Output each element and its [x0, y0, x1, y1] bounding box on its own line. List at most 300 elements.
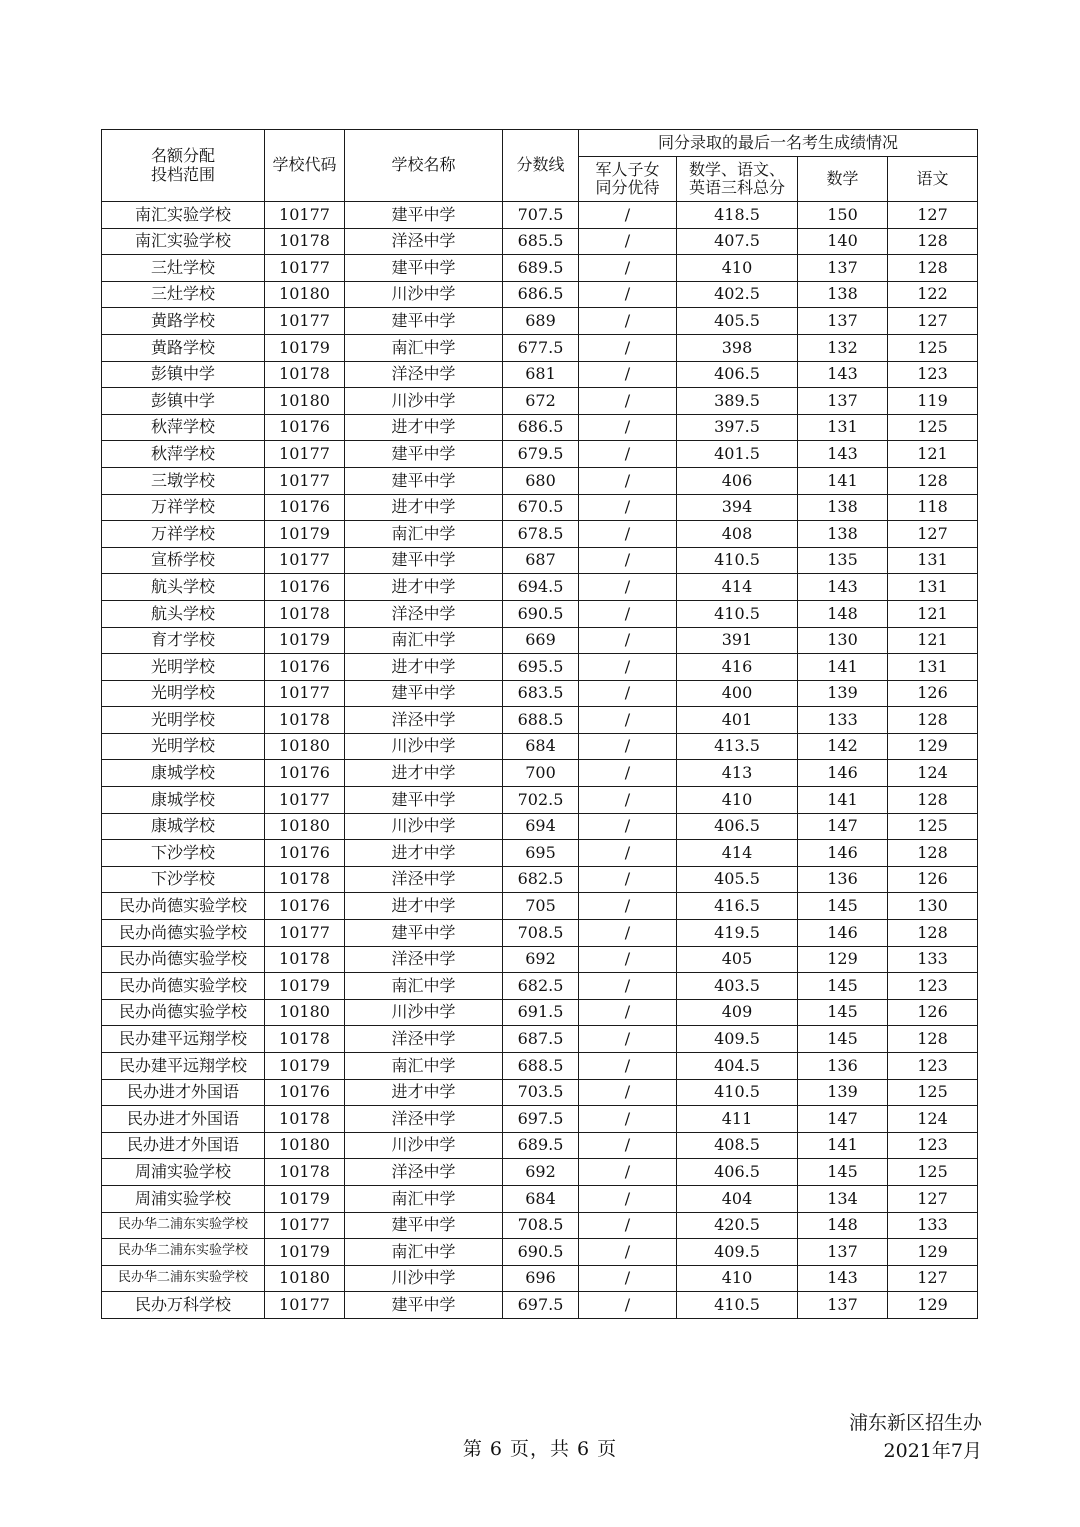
- cell-chinese: 121: [888, 600, 978, 627]
- table-row: [102, 760, 978, 787]
- cell-military-priority: /: [579, 1079, 677, 1106]
- cell-math: 136: [798, 1053, 888, 1080]
- cell-math: 146: [798, 760, 888, 787]
- table-row: [102, 574, 978, 601]
- cell-score-line: 695.5: [503, 654, 579, 681]
- cell-math: 130: [798, 627, 888, 654]
- table-row: [102, 707, 978, 734]
- cell-school-name: 进才中学: [345, 1079, 503, 1106]
- table-row: [102, 973, 978, 1000]
- table-row: [102, 281, 978, 308]
- cell-three-subject-total: 407.5: [677, 228, 798, 255]
- cell-math: 150: [798, 202, 888, 229]
- cell-school-name: 进才中学: [345, 494, 503, 521]
- cell-score-line: 680: [503, 467, 579, 494]
- table-row: [102, 680, 978, 707]
- cell-three-subject-total: 413: [677, 760, 798, 787]
- cell-score-line: 688.5: [503, 707, 579, 734]
- cell-scope: 航头学校: [102, 600, 265, 627]
- cell-math: 145: [798, 1026, 888, 1053]
- cell-score-line: 703.5: [503, 1079, 579, 1106]
- cell-chinese: 131: [888, 574, 978, 601]
- cell-chinese: 118: [888, 494, 978, 521]
- cell-three-subject-total: 408.5: [677, 1132, 798, 1159]
- cell-math: 142: [798, 733, 888, 760]
- table-row: [102, 467, 978, 494]
- cell-three-subject-total: 402.5: [677, 281, 798, 308]
- cell-military-priority: /: [579, 1106, 677, 1133]
- cell-math: 135: [798, 547, 888, 574]
- cell-three-subject-total: 410: [677, 1265, 798, 1292]
- cell-chinese: 131: [888, 654, 978, 681]
- cell-school-code: 10176: [265, 840, 345, 867]
- cell-school-name: 洋泾中学: [345, 1159, 503, 1186]
- cell-school-code: 10179: [265, 973, 345, 1000]
- cell-math: 137: [798, 255, 888, 282]
- cell-score-line: 683.5: [503, 680, 579, 707]
- table-row: [102, 228, 978, 255]
- cell-military-priority: /: [579, 999, 677, 1026]
- cell-math: 129: [798, 946, 888, 973]
- cell-chinese: 128: [888, 1026, 978, 1053]
- cell-school-name: 进才中学: [345, 574, 503, 601]
- cell-three-subject-total: 408: [677, 521, 798, 548]
- cell-chinese: 125: [888, 1079, 978, 1106]
- cell-three-subject-total: 398: [677, 334, 798, 361]
- cell-military-priority: /: [579, 228, 677, 255]
- cell-school-code: 10176: [265, 574, 345, 601]
- cell-score-line: 690.5: [503, 600, 579, 627]
- cell-math: 141: [798, 787, 888, 814]
- cell-school-name: 建平中学: [345, 1212, 503, 1239]
- cell-school-code: 10179: [265, 1053, 345, 1080]
- cell-math: 136: [798, 866, 888, 893]
- cell-scope: 民办进才外国语: [102, 1132, 265, 1159]
- cell-score-line: 695: [503, 840, 579, 867]
- cell-scope: 光明学校: [102, 733, 265, 760]
- cell-score-line: 669: [503, 627, 579, 654]
- cell-math: 143: [798, 441, 888, 468]
- cell-scope: 南汇实验学校: [102, 228, 265, 255]
- cell-scope: 南汇实验学校: [102, 202, 265, 229]
- cell-school-name: 洋泾中学: [345, 228, 503, 255]
- cell-school-code: 10177: [265, 467, 345, 494]
- cell-scope: 民办尚德实验学校: [102, 973, 265, 1000]
- table-row: [102, 361, 978, 388]
- cell-three-subject-total: 403.5: [677, 973, 798, 1000]
- cell-school-code: 10177: [265, 202, 345, 229]
- cell-chinese: 125: [888, 414, 978, 441]
- cell-three-subject-total: 414: [677, 574, 798, 601]
- cell-chinese: 128: [888, 840, 978, 867]
- cell-military-priority: /: [579, 760, 677, 787]
- cell-score-line: 694.5: [503, 574, 579, 601]
- cell-score-line: 707.5: [503, 202, 579, 229]
- cell-scope: 康城学校: [102, 787, 265, 814]
- cell-three-subject-total: 418.5: [677, 202, 798, 229]
- table-row: [102, 946, 978, 973]
- cell-three-subject-total: 405.5: [677, 866, 798, 893]
- cell-school-name: 南汇中学: [345, 334, 503, 361]
- cell-math: 139: [798, 1079, 888, 1106]
- cell-scope: 民办建平远翔学校: [102, 1053, 265, 1080]
- cell-score-line: 689: [503, 308, 579, 335]
- cell-score-line: 682.5: [503, 973, 579, 1000]
- cell-math: 131: [798, 414, 888, 441]
- cell-math: 145: [798, 973, 888, 1000]
- cell-three-subject-total: 406: [677, 467, 798, 494]
- cell-school-code: 10177: [265, 920, 345, 947]
- cell-military-priority: /: [579, 1239, 677, 1266]
- cell-military-priority: /: [579, 893, 677, 920]
- cell-school-code: 10178: [265, 1159, 345, 1186]
- cell-three-subject-total: 400: [677, 680, 798, 707]
- cell-scope: 秋萍学校: [102, 441, 265, 468]
- cell-chinese: 128: [888, 228, 978, 255]
- cell-score-line: 694: [503, 813, 579, 840]
- table-row: [102, 866, 978, 893]
- cell-school-code: 10180: [265, 999, 345, 1026]
- cell-score-line: 700: [503, 760, 579, 787]
- cell-three-subject-total: 416: [677, 654, 798, 681]
- cell-score-line: 697.5: [503, 1292, 579, 1319]
- table-row: [102, 1212, 978, 1239]
- cell-chinese: 124: [888, 1106, 978, 1133]
- cell-three-subject-total: 401: [677, 707, 798, 734]
- table-row: [102, 547, 978, 574]
- cell-chinese: 131: [888, 547, 978, 574]
- cell-school-name: 进才中学: [345, 840, 503, 867]
- table-row: [102, 654, 978, 681]
- header-school-code: 学校代码: [265, 130, 345, 202]
- cell-military-priority: /: [579, 334, 677, 361]
- cell-military-priority: /: [579, 547, 677, 574]
- cell-military-priority: /: [579, 840, 677, 867]
- cell-score-line: 678.5: [503, 521, 579, 548]
- cell-school-name: 南汇中学: [345, 1239, 503, 1266]
- issue-date: 2021年7月: [883, 1440, 982, 1462]
- cell-school-name: 南汇中学: [345, 627, 503, 654]
- cell-school-name: 建平中学: [345, 202, 503, 229]
- cell-school-code: 10178: [265, 866, 345, 893]
- cell-military-priority: /: [579, 920, 677, 947]
- cell-score-line: 689.5: [503, 255, 579, 282]
- cell-military-priority: /: [579, 1053, 677, 1080]
- table-row: [102, 494, 978, 521]
- cell-military-priority: /: [579, 1132, 677, 1159]
- cell-math: 143: [798, 361, 888, 388]
- cell-scope: 黄路学校: [102, 334, 265, 361]
- cell-math: 143: [798, 574, 888, 601]
- cell-scope: 民办进才外国语: [102, 1106, 265, 1133]
- cell-chinese: 126: [888, 999, 978, 1026]
- cell-score-line: 685.5: [503, 228, 579, 255]
- cell-school-name: 进才中学: [345, 893, 503, 920]
- cell-three-subject-total: 420.5: [677, 1212, 798, 1239]
- cell-military-priority: /: [579, 813, 677, 840]
- cell-three-subject-total: 405.5: [677, 308, 798, 335]
- table-row: [102, 840, 978, 867]
- cell-school-name: 进才中学: [345, 654, 503, 681]
- cell-scope: 民办尚德实验学校: [102, 946, 265, 973]
- cell-school-code: 10179: [265, 521, 345, 548]
- cell-school-name: 建平中学: [345, 680, 503, 707]
- cell-scope: 万祥学校: [102, 521, 265, 548]
- cell-scope: 民办进才外国语: [102, 1079, 265, 1106]
- cell-chinese: 133: [888, 1212, 978, 1239]
- cell-math: 141: [798, 654, 888, 681]
- cell-chinese: 128: [888, 707, 978, 734]
- cell-math: 138: [798, 494, 888, 521]
- cell-chinese: 123: [888, 361, 978, 388]
- cell-scope: 下沙学校: [102, 866, 265, 893]
- cell-three-subject-total: 394: [677, 494, 798, 521]
- cell-math: 137: [798, 388, 888, 415]
- cell-military-priority: /: [579, 521, 677, 548]
- table-row: [102, 1239, 978, 1266]
- cell-scope: 光明学校: [102, 707, 265, 734]
- cell-three-subject-total: 404: [677, 1185, 798, 1212]
- cell-scope: 民办万科学校: [102, 1292, 265, 1319]
- cell-school-name: 川沙中学: [345, 999, 503, 1026]
- cell-math: 146: [798, 840, 888, 867]
- cell-three-subject-total: 404.5: [677, 1053, 798, 1080]
- cell-three-subject-total: 414: [677, 840, 798, 867]
- cell-school-name: 南汇中学: [345, 973, 503, 1000]
- cell-math: 147: [798, 1106, 888, 1133]
- cell-three-subject-total: 410.5: [677, 547, 798, 574]
- cell-scope: 民办华二浦东实验学校: [102, 1239, 265, 1266]
- cell-school-code: 10176: [265, 494, 345, 521]
- cell-school-code: 10177: [265, 1212, 345, 1239]
- cell-math: 147: [798, 813, 888, 840]
- cell-school-code: 10179: [265, 627, 345, 654]
- cell-math: 137: [798, 1239, 888, 1266]
- cell-school-code: 10178: [265, 1106, 345, 1133]
- cell-school-name: 洋泾中学: [345, 1026, 503, 1053]
- cell-chinese: 124: [888, 760, 978, 787]
- cell-chinese: 123: [888, 1132, 978, 1159]
- cell-military-priority: /: [579, 733, 677, 760]
- cell-scope: 民办建平远翔学校: [102, 1026, 265, 1053]
- cell-three-subject-total: 410: [677, 255, 798, 282]
- cell-math: 137: [798, 308, 888, 335]
- cell-three-subject-total: 409: [677, 999, 798, 1026]
- table-row: [102, 521, 978, 548]
- cell-math: 141: [798, 1132, 888, 1159]
- cell-school-code: 10180: [265, 1132, 345, 1159]
- cell-school-code: 10176: [265, 760, 345, 787]
- cell-school-code: 10176: [265, 654, 345, 681]
- cell-score-line: 689.5: [503, 1132, 579, 1159]
- cell-math: 141: [798, 467, 888, 494]
- cell-school-name: 进才中学: [345, 760, 503, 787]
- cell-score-line: 692: [503, 946, 579, 973]
- cell-scope: 三墩学校: [102, 467, 265, 494]
- cell-school-name: 洋泾中学: [345, 707, 503, 734]
- cell-score-line: 705: [503, 893, 579, 920]
- cell-three-subject-total: 401.5: [677, 441, 798, 468]
- cell-scope: 民办尚德实验学校: [102, 920, 265, 947]
- cell-chinese: 133: [888, 946, 978, 973]
- cell-chinese: 129: [888, 1239, 978, 1266]
- cell-military-priority: /: [579, 1159, 677, 1186]
- cell-school-code: 10180: [265, 281, 345, 308]
- cell-school-name: 洋泾中学: [345, 866, 503, 893]
- cell-scope: 三灶学校: [102, 281, 265, 308]
- cell-military-priority: /: [579, 654, 677, 681]
- cell-score-line: 679.5: [503, 441, 579, 468]
- header-group-last-admitted: 同分录取的最后一名考生成绩情况: [579, 130, 978, 157]
- cell-school-code: 10178: [265, 228, 345, 255]
- cell-math: 133: [798, 707, 888, 734]
- table-row: [102, 1053, 978, 1080]
- cell-school-name: 川沙中学: [345, 733, 503, 760]
- cell-military-priority: /: [579, 1292, 677, 1319]
- cell-score-line: 708.5: [503, 1212, 579, 1239]
- cell-chinese: 128: [888, 787, 978, 814]
- cell-score-line: 687: [503, 547, 579, 574]
- admission-score-table: [101, 129, 978, 1319]
- header-three-subject-total: 数学、语文、 英语三科总分: [677, 157, 798, 202]
- cell-score-line: 691.5: [503, 999, 579, 1026]
- cell-military-priority: /: [579, 946, 677, 973]
- cell-school-name: 川沙中学: [345, 1265, 503, 1292]
- table-row: [102, 813, 978, 840]
- cell-school-name: 川沙中学: [345, 388, 503, 415]
- header-scope: 名额分配 投档范围: [102, 130, 265, 202]
- table-row: [102, 1106, 978, 1133]
- cell-chinese: 127: [888, 521, 978, 548]
- cell-three-subject-total: 406.5: [677, 1159, 798, 1186]
- cell-scope: 秋萍学校: [102, 414, 265, 441]
- cell-score-line: 686.5: [503, 281, 579, 308]
- table-row: [102, 308, 978, 335]
- cell-scope: 光明学校: [102, 654, 265, 681]
- cell-score-line: 696: [503, 1265, 579, 1292]
- cell-military-priority: /: [579, 574, 677, 601]
- cell-scope: 下沙学校: [102, 840, 265, 867]
- cell-scope: 民办尚德实验学校: [102, 893, 265, 920]
- cell-chinese: 123: [888, 973, 978, 1000]
- cell-three-subject-total: 409.5: [677, 1026, 798, 1053]
- table-body: [102, 202, 978, 1319]
- cell-scope: 黄路学校: [102, 308, 265, 335]
- cell-chinese: 125: [888, 1159, 978, 1186]
- cell-scope: 航头学校: [102, 574, 265, 601]
- header-score-line: 分数线: [503, 130, 579, 202]
- issuing-office: 浦东新区招生办: [848, 1412, 982, 1434]
- cell-school-code: 10177: [265, 255, 345, 282]
- cell-math: 138: [798, 281, 888, 308]
- cell-math: 145: [798, 999, 888, 1026]
- cell-math: 134: [798, 1185, 888, 1212]
- table-row: [102, 1265, 978, 1292]
- cell-three-subject-total: 411: [677, 1106, 798, 1133]
- table-row: [102, 334, 978, 361]
- cell-score-line: 677.5: [503, 334, 579, 361]
- header-math: 数学: [798, 157, 888, 202]
- cell-military-priority: /: [579, 361, 677, 388]
- cell-military-priority: /: [579, 1185, 677, 1212]
- cell-three-subject-total: 405: [677, 946, 798, 973]
- cell-military-priority: /: [579, 467, 677, 494]
- cell-chinese: 128: [888, 920, 978, 947]
- cell-score-line: 690.5: [503, 1239, 579, 1266]
- cell-school-name: 建平中学: [345, 920, 503, 947]
- cell-math: 148: [798, 600, 888, 627]
- cell-score-line: 686.5: [503, 414, 579, 441]
- cell-three-subject-total: 410.5: [677, 1079, 798, 1106]
- cell-military-priority: /: [579, 388, 677, 415]
- cell-three-subject-total: 410.5: [677, 1292, 798, 1319]
- cell-math: 146: [798, 920, 888, 947]
- cell-chinese: 121: [888, 441, 978, 468]
- header-military-priority: 军人子女 同分优待: [579, 157, 677, 202]
- cell-math: 140: [798, 228, 888, 255]
- cell-school-code: 10179: [265, 1239, 345, 1266]
- cell-scope: 康城学校: [102, 760, 265, 787]
- table-row: [102, 787, 978, 814]
- cell-military-priority: /: [579, 600, 677, 627]
- cell-chinese: 127: [888, 1185, 978, 1212]
- cell-school-name: 建平中学: [345, 547, 503, 574]
- cell-school-code: 10179: [265, 1185, 345, 1212]
- cell-math: 137: [798, 1292, 888, 1319]
- cell-military-priority: /: [579, 707, 677, 734]
- cell-school-name: 建平中学: [345, 787, 503, 814]
- cell-scope: 康城学校: [102, 813, 265, 840]
- cell-math: 132: [798, 334, 888, 361]
- table-row: [102, 1132, 978, 1159]
- cell-school-code: 10176: [265, 1079, 345, 1106]
- cell-score-line: 672: [503, 388, 579, 415]
- cell-three-subject-total: 397.5: [677, 414, 798, 441]
- table-row: [102, 255, 978, 282]
- header-school-name: 学校名称: [345, 130, 503, 202]
- cell-school-code: 10178: [265, 1026, 345, 1053]
- cell-scope: 民办华二浦东实验学校: [102, 1265, 265, 1292]
- cell-school-name: 建平中学: [345, 255, 503, 282]
- cell-military-priority: /: [579, 787, 677, 814]
- table-row: [102, 1159, 978, 1186]
- cell-three-subject-total: 413.5: [677, 733, 798, 760]
- cell-score-line: 682.5: [503, 866, 579, 893]
- table-row: [102, 920, 978, 947]
- cell-school-code: 10177: [265, 547, 345, 574]
- cell-chinese: 127: [888, 202, 978, 229]
- cell-military-priority: /: [579, 866, 677, 893]
- cell-chinese: 123: [888, 1053, 978, 1080]
- cell-military-priority: /: [579, 281, 677, 308]
- cell-military-priority: /: [579, 441, 677, 468]
- cell-math: 143: [798, 1265, 888, 1292]
- cell-military-priority: /: [579, 255, 677, 282]
- cell-math: 148: [798, 1212, 888, 1239]
- cell-military-priority: /: [579, 973, 677, 1000]
- cell-scope: 万祥学校: [102, 494, 265, 521]
- cell-school-name: 建平中学: [345, 441, 503, 468]
- cell-school-name: 建平中学: [345, 467, 503, 494]
- cell-scope: 周浦实验学校: [102, 1159, 265, 1186]
- cell-score-line: 708.5: [503, 920, 579, 947]
- cell-score-line: 681: [503, 361, 579, 388]
- table-row: [102, 600, 978, 627]
- page-number: 第 6 页，共 6 页: [462, 1438, 618, 1460]
- cell-school-code: 10180: [265, 733, 345, 760]
- cell-score-line: 670.5: [503, 494, 579, 521]
- cell-scope: 民办尚德实验学校: [102, 999, 265, 1026]
